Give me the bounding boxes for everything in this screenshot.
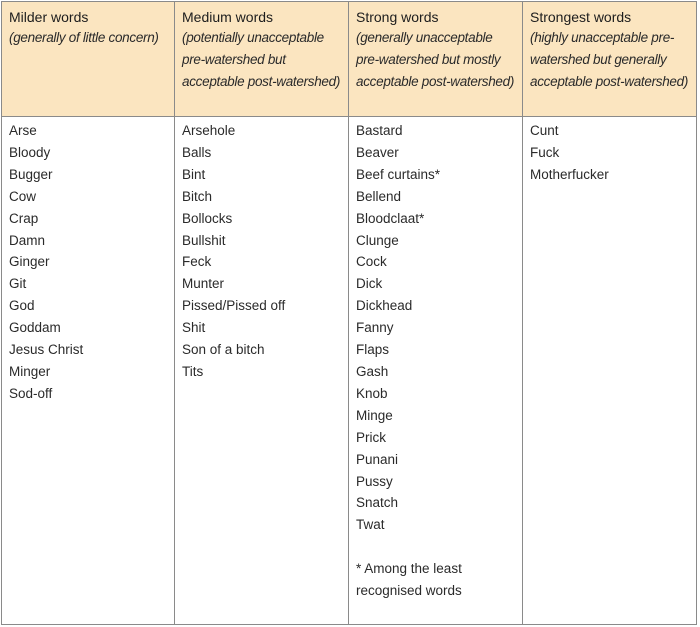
word-item: Snatch [356,495,399,511]
word-item: Gash [356,363,389,379]
column-title: Medium words [182,9,274,25]
cell-strong-words [349,117,523,625]
word-classification-table [1,1,697,625]
word-item: Bint [182,166,206,182]
word-item: Git [9,276,27,292]
header-medium [175,2,349,117]
header-strongest [523,2,697,117]
word-item: Pussy [356,473,393,489]
word-item: Clunge [356,232,399,248]
word-item: Bollocks [182,210,233,226]
word-item: Bellend [356,188,402,204]
word-item: Balls [182,144,212,160]
header-row [2,2,697,117]
word-item: Knob [356,385,388,401]
word-item: Bloodclaat* [356,210,425,226]
column-subtitle: (highly unacceptable pre-watershed but generally acceptable post-watershed) [530,30,689,89]
word-item: Prick [356,429,386,445]
word-item: Shit [182,320,206,336]
column-subtitle: (potentially unacceptable pre-watershed but acceptable post-watershed) [182,30,341,89]
word-item: Crap [9,210,39,226]
word-list [182,120,342,383]
header-milder [2,2,175,117]
word-item: Cow [9,188,37,204]
word-item: Tits [182,363,204,379]
column-title: Strong words [356,9,439,25]
word-item: Son of a bitch [182,342,265,358]
word-list [530,120,690,186]
word-item: Beef curtains* [356,166,441,182]
word-item: Pissed/Pissed off [182,298,286,314]
word-item: Punani [356,451,399,467]
word-item: Munter [182,276,225,292]
header-strong [349,2,523,117]
word-item: Cock [356,254,387,270]
word-item: Flaps [356,342,390,358]
body-row [2,117,697,625]
cell-milder-words [2,117,175,625]
word-item: Arsehole [182,123,236,138]
word-list [9,120,168,405]
word-item: Bullshit [182,232,226,248]
word-item: Jesus Christ [9,342,84,358]
word-item: Dick [356,276,383,292]
word-item: Twat [356,517,385,533]
word-item: Minger [9,363,51,379]
word-item: Sod-off [9,385,53,401]
word-item: Feck [182,254,212,270]
word-item: Bastard [356,123,403,138]
word-item: Motherfucker [530,166,609,182]
column-title: Strongest words [530,9,632,25]
cell-medium-words [175,117,349,625]
word-item: Damn [9,232,46,248]
word-item: Bitch [182,188,213,204]
word-item: Dickhead [356,298,413,314]
word-item: Beaver [356,144,399,160]
column-subtitle: (generally of little concern) [9,30,159,45]
word-item: God [9,298,35,314]
word-item: Bugger [9,166,53,182]
cell-strongest-words [523,117,697,625]
word-item: Ginger [9,254,50,270]
word-item: Goddam [9,320,61,336]
word-item: Arse [9,123,37,138]
word-item: Fuck [530,144,560,160]
word-item: Cunt [530,123,559,138]
word-item: Minge [356,407,393,423]
footnote: * Among the least recognised words [356,561,462,599]
word-item: Fanny [356,320,394,336]
word-item: Bloody [9,144,51,160]
column-title: Milder words [9,9,89,25]
column-subtitle: (generally unacceptable pre-watershed but mostly acceptable post-watershed) [356,30,515,89]
word-list [356,120,516,536]
